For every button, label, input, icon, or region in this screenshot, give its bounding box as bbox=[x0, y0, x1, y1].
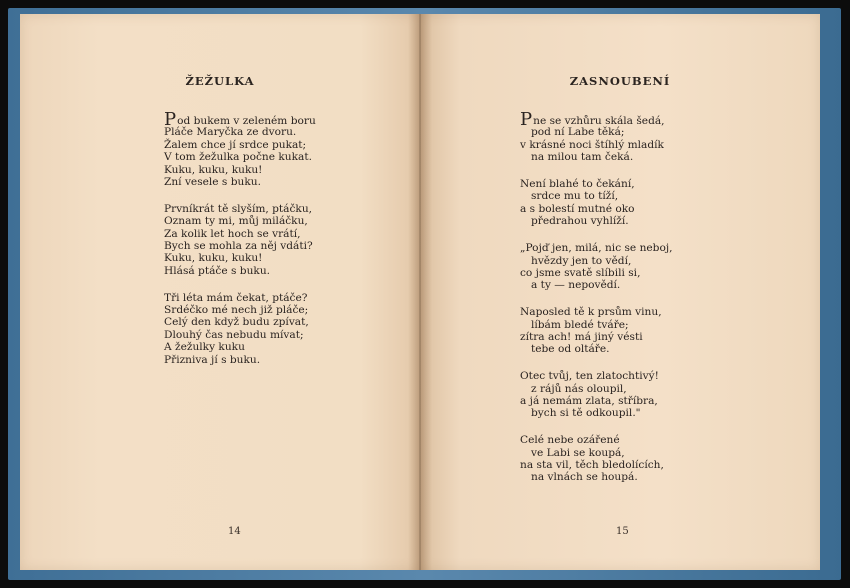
poem-line: a s bolestí mutné oko bbox=[520, 202, 635, 215]
right-stanza-5 bbox=[520, 370, 672, 420]
right-page-number: 15 bbox=[616, 526, 629, 537]
left-poem bbox=[164, 109, 316, 381]
poem-line: Přizniva jí s buku. bbox=[164, 353, 261, 366]
poem-line: na milou tam čeká. bbox=[531, 151, 634, 164]
right-stanza-2 bbox=[520, 178, 672, 228]
right-poem bbox=[520, 109, 673, 498]
poem-line: Celý den když budu zpívat, bbox=[164, 316, 309, 329]
poem-line: líbám bledé tváře; bbox=[531, 318, 629, 331]
poem-line: předrahou vyhlíží. bbox=[531, 215, 629, 228]
poem-line: a já nemám zlata, stříbra, bbox=[520, 395, 658, 408]
poem-line: Kuku, kuku, kuku! bbox=[164, 163, 263, 176]
poem-line: Srdéčko mé nech již pláče; bbox=[164, 304, 309, 317]
poem-line: na sta vil, těch bledolících, bbox=[520, 459, 664, 472]
poem-line: bych si tě odkoupil." bbox=[531, 407, 641, 420]
right-page-title: ZASNOUBENÍ bbox=[569, 74, 671, 88]
right-stanza-1 bbox=[520, 109, 672, 164]
poem-line: Pod bukem v zeleném boru bbox=[164, 109, 316, 130]
poem-line: hvězdy jen to vědí, bbox=[531, 254, 632, 267]
poem-line: V tom žežulka počne kukat. bbox=[164, 151, 312, 164]
poem-line: z rájů nás oloupil, bbox=[531, 382, 627, 395]
poem-line: Není blahé to čekání, bbox=[520, 178, 635, 191]
poem-line: Oznam ty mi, můj miláčku, bbox=[164, 215, 308, 228]
poem-line: pod ní Labe těká; bbox=[531, 126, 625, 139]
poem-line: ve Labi se koupá, bbox=[531, 446, 625, 459]
poem-line: Dlouhý čas nebudu mívat; bbox=[164, 328, 304, 341]
poem-line: Celé nebe ozářené bbox=[520, 434, 620, 447]
poem-line: Tři léta mám čekat, ptáče? bbox=[164, 291, 308, 304]
poem-line: „Pojď jen, milá, nic se neboj, bbox=[520, 242, 673, 255]
poem-line: Bych se mohla za něj vdáti? bbox=[164, 240, 313, 253]
left-stanza-3 bbox=[164, 292, 316, 366]
right-stanza-3 bbox=[520, 242, 672, 292]
poem-line: v krásné noci štíhlý mladík bbox=[520, 138, 664, 151]
poem-line: Za kolik let hoch se vrátí, bbox=[164, 227, 301, 240]
poem-line: Kuku, kuku, kuku! bbox=[164, 252, 263, 265]
poem-line: na vlnách se houpá. bbox=[531, 471, 638, 484]
poem-line: Hlásá ptáče s buku. bbox=[164, 264, 271, 277]
poem-line: zítra ach! má jiný vésti bbox=[520, 330, 643, 343]
left-stanza-1 bbox=[164, 109, 316, 188]
right-stanza-6 bbox=[520, 434, 672, 484]
poem-line: Pláče Maryčka ze dvoru. bbox=[164, 126, 297, 139]
book-gutter bbox=[408, 14, 432, 570]
left-stanza-2 bbox=[164, 203, 316, 277]
poem-line: A žežulky kuku bbox=[164, 341, 245, 354]
poem-line: a ty — nepovědí. bbox=[531, 279, 621, 292]
drop-cap: P bbox=[520, 109, 533, 130]
poem-line: Naposled tě k prsům vinu, bbox=[520, 306, 662, 319]
poem-line: tebe od oltáře. bbox=[531, 343, 610, 356]
drop-cap: P bbox=[164, 109, 177, 130]
poem-line: Prvníkrát tě slyším, ptáčku, bbox=[164, 202, 313, 215]
poem-line: srdce mu to tíží, bbox=[531, 190, 619, 203]
poem-line: Žalem chce jí srdce pukat; bbox=[164, 138, 307, 151]
poem-line: Pne se vzhůru skála šedá, bbox=[520, 109, 665, 130]
poem-line: Zní vesele s buku. bbox=[164, 175, 261, 188]
poem-line: Otec tvůj, ten zlatochtivý! bbox=[520, 370, 659, 383]
right-page bbox=[420, 14, 820, 570]
left-page-title: ŽEŽULKA bbox=[185, 74, 255, 88]
right-stanza-4 bbox=[520, 306, 672, 356]
left-page-number: 14 bbox=[228, 526, 241, 537]
left-page bbox=[20, 14, 420, 570]
poem-line: co jsme svatě slíbili si, bbox=[520, 266, 641, 279]
